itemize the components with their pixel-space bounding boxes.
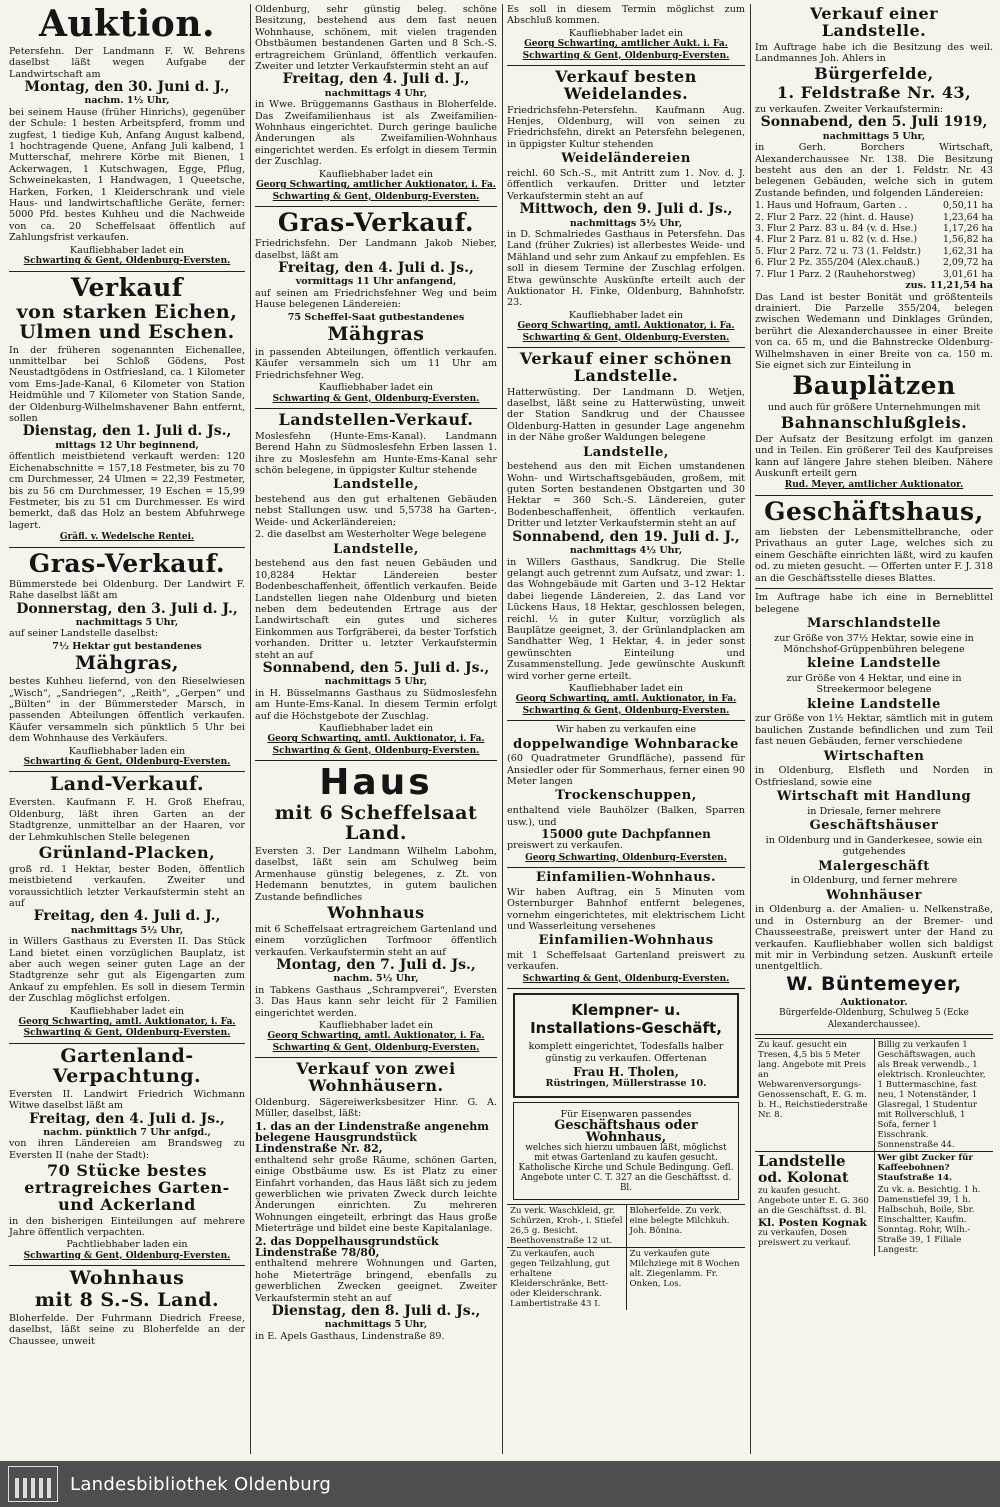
ad-body: preiswert zu verkaufen. (507, 840, 623, 852)
column-1 (6, 4, 248, 1454)
ad-body: groß rd. 1 Hektar, bester Boden, öffentlich meistbietend verkaufen. Zweiter und voraussichtlich letzter Verkaufstermin steht an auf (9, 863, 245, 909)
ad-title: Klempner- u. Installations-Geschäft, (530, 1001, 722, 1038)
small-ads-row (755, 1151, 993, 1256)
ad-title: Gras-Verkauf. (277, 207, 475, 237)
ad-address: Rüstringen, Müllerstrasse 10. (545, 1078, 707, 1090)
ad-haus (255, 764, 497, 1058)
small-ad: Zu verkaufen, auch gegen Teilzahlung, gut erhaltene Kleiderschränke, Bett- oder Kleiderschrank. Lambertistraße 43 I. (507, 1248, 627, 1310)
ad-date: Montag, den 30. Juni d. J., (24, 79, 230, 96)
ad-intro: Oldenburg. Sägereiwerksbesitzer Hinr. G. A. Müller, daselbst, läßt: (255, 1096, 497, 1120)
ad-intro: Für Eisenwaren passendes (560, 1108, 692, 1120)
ad-body: in den bisherigen Einteilungen auf mehrere Jahre öffentlich verpachten. (9, 1215, 245, 1238)
ad-body: mit 1 Scheffelsaat Gartenland preiswert zu verkaufen. (507, 950, 745, 973)
ad-signature: Schwarting & Gent, Oldenburg-Eversten. (522, 973, 730, 984)
parcel-area: 1,56,82 ha (943, 234, 993, 246)
ad-holz-verkauf (9, 272, 245, 548)
ad-time: nachmittags 4½ Uhr, (569, 545, 683, 557)
ad-body: mit 6 Scheffelsaat ertragreichem Gartenland und einem vorzüglichen Torfmoor öffentlich verkaufen. Verkaufstermin steht an auf (255, 923, 497, 958)
ad-date: Freitag, den 4. Juli d. Js., (278, 259, 474, 276)
ad-subtitle: Bauplätzen (792, 371, 956, 401)
ad-subtitle: 15000 gute Dachpfannen (541, 826, 711, 841)
ad-time: nachmittags 5½ Uhr, (70, 924, 184, 936)
ad-geschaeftshaus-box (513, 1102, 739, 1200)
ad-invite: Kaufliebhaber ladet ein (318, 1019, 434, 1031)
table-row (755, 212, 993, 223)
ad-signature: Georg Schwarting, amtlicher Auktionator, i. Fa. Schwarting & Gent, Oldenburg-Eversten. (256, 180, 496, 202)
ad-body: 2. die daselbst am Westerholter Wege belegene (255, 529, 487, 541)
ad-date: Sonnabend, den 5. Juli 1919, (760, 114, 988, 131)
ad-sub: 75 Scheffel-Saat gutbestandenes (287, 311, 465, 323)
ad-time: vormittags 11 Uhr anfangend, (295, 276, 457, 288)
ad-time: nachmittags 5 Uhr, (75, 617, 179, 629)
parcel-area: 1,62,31 ha (943, 245, 993, 257)
ad-date: Sonnabend, den 19. Juli d. J., (512, 528, 740, 545)
ad-invite: Kaufliebhaber ladet ein (69, 1005, 185, 1017)
ad-title: Landstelle (758, 1151, 846, 1170)
ad-body: in Oldenburg a. der Amalien- u. Nelkenstraße, und in Osternburg an der Bremer- und Chausseestraße, preiswert unter der Hand zu verkaufen. Kaufliebhaber wollen sich baldigst mit mir in Verbindung setzen. Auskunft erteile unentgeltlich. (755, 904, 993, 973)
ad-subtitle: kleine Landstelle (807, 656, 941, 672)
ad-date: Dienstag, den 1. Juli d. Js., (22, 423, 232, 440)
ad-date: Sonnabend, den 5. Juli d. Js., (262, 659, 490, 676)
ad-subtitle: Landstelle, (583, 444, 669, 460)
ad-title: Verkauf einer Landstelle. (809, 4, 939, 40)
ad-address: 1. Feldstraße Nr. 43, (776, 83, 972, 103)
ad-body: komplett eingerichtet, Todesfalls halber günstig zu verkaufen. Offertenan (528, 1041, 724, 1064)
ad-invite: Kaufliebhaber ladet ein (568, 27, 684, 39)
ad-intro: Im Auftrage habe ich die Besitzung des weil. Landmannes Joh. Ahlers in (755, 41, 993, 64)
ad-landstellen-verkauf (255, 409, 497, 761)
small-ad: Bloherfelde. Zu verk. eine belegte Milchkuh. Joh. Bönina. (629, 1206, 730, 1237)
ad-subtitle: Landstelle, (333, 477, 419, 493)
ad-signature: Schwarting & Gent, Oldenburg-Eversten. (23, 1250, 231, 1261)
parcel-label: 7. Flur 1 Parz. 2 (Rauhehorstweg) (755, 268, 916, 280)
parcel-label: 6. Flur 2 Pz. 355/204 (Alex.chauß.) (755, 257, 920, 269)
ad-signature: Schwarting & Gent, Oldenburg-Eversten. (272, 393, 480, 404)
ad-body: bestehend aus den gut erhaltenen Gebäuden nebst Stallungen usw. und 5,5738 ha Garten-, Weide- und Ackerländereien; (255, 494, 497, 528)
ad-subtitle: Grünland-Placken, (38, 842, 216, 862)
column-2 (252, 4, 500, 1454)
ad-body: Oldenburg, sehr günstig beleg. schöne Besitzung, bestehend aus dem fast neuen Wohnhause, schönem, mit vielen tragenden Obstbäumen bestandenen Garten und 8 Sch.-S. ertragreichem Grünland, öffentlich verkaufen. Zweiter und letzter Verkaufstermin steht an auf (255, 4, 497, 73)
ad-title: Haus (319, 762, 433, 804)
ad-place: Bürgerfelde, (814, 64, 934, 84)
ad-body: In der früheren sogenannten Eichenallee, unmittelbar bei Schloß Gödens, Post Neustadtgödens in Ostfriesland, ca. 1 Kilometer vom Ems-Jade-Kanal, 6 Kilometer von Station Heidmühle und 7 Kilometer von Station Sande, der Oldenburg-Wilhelmshavener Bahn entfernt, sollen (9, 344, 245, 425)
column-4 (752, 4, 996, 1454)
table-row (755, 234, 993, 245)
ad-signature: Georg Schwarting, amtl. Auktionator, i. Fa. Schwarting & Gent, Oldenburg-Eversten. (18, 1017, 236, 1039)
ad-title: Geschäftshaus oder Wohnhaus, (554, 1118, 698, 1145)
ad-invite: Kaufliebhaber ladet ein (69, 244, 185, 256)
ad-time: nachm. pünktlich 7 Uhr anfgd., (43, 1126, 211, 1138)
ad-body: zu kaufen gesucht. Angebote unter E. G. 360 an die Geschäftsst. d. Bl. (758, 1185, 869, 1216)
ad-body: in passenden Abteilungen, öffentlich verkaufen. Käufer versammeln sich um 11 Uhr am Friedrichsfehner Weg. (255, 346, 497, 381)
parcel-area: 2,09,72 ha (943, 257, 993, 269)
ad-name: W. Büntemeyer, (786, 972, 962, 995)
ad-sub: 7½ Hektar gut bestandenes (52, 640, 202, 652)
small-ad: Zu verkaufen gute Milchziege mit 8 Wochen alt. Ziegenlamm. Fr. Onken, Los. (629, 1249, 740, 1290)
ad-signature: Gräfl. v. Wedelsche Rentei. (59, 532, 195, 543)
ad-title: doppelwandige Wohnbaracke (513, 736, 739, 752)
ad-subtitle: Wohnhaus (327, 902, 425, 922)
ad-body: zur Größe von 37½ Hektar, sowie eine in Mönchshof-Grüppenbühren belegene (774, 632, 974, 655)
small-ad: Billig zu verkaufen 1 Geschäftswagen, auch als Break verwendb., 1 elektrisch. Kronleuchter, 1 Buttermaschine, fast neu, 1 Notenständer, 1 Glasregal, 1 Studentur mit Rollverschluß, 1 Sofa, ferner 1 Eisschrank. Sonnenstraße 44. (877, 1039, 986, 1150)
library-name: Landesbibliothek Oldenburg (70, 1473, 332, 1495)
small-ads-row (755, 1038, 993, 1151)
small-ad: Zu kauf. gesucht ein Tresen, 4,5 bis 5 Meter lang. Angebote mit Preis an Webwarenversorgungs-Genossenschaft, E. G. m. b. H., Reichstiederstraße Nr. 8. (755, 1039, 875, 1151)
parcel-label: 1. Haus und Hofraum, Garten . . (755, 200, 908, 212)
ad-body: in Tabkens Gasthaus „Schrampverei“, Eversten 3. Das Haus kann sehr leicht für 2 Familien eingerichtet werden. (255, 984, 497, 1019)
ad-subtitle: Mähgras (327, 323, 425, 345)
ad-gras-verkauf-2 (255, 207, 497, 409)
ad-body: in Gerh. Borchers Wirtschaft, Alexanderchaussee Nr. 138. Die Besitzung besteht aus den an der 1. Feldstr. Nr. 43 belegenen Gebäuden, welche sich in gutem Zustande befinden, und folgenden Ländereien: (755, 142, 993, 199)
ad-time: nachm. 1½ Uhr, (84, 95, 170, 107)
ad-body: in Oldenburg und in Ganderkesee, sowie ein gutgehendes (765, 834, 983, 858)
ad-subtitle: Geschäftshäuser (809, 818, 939, 834)
newspaper-page (6, 4, 996, 1454)
ad-time: nachmittags 5 Uhr, (324, 676, 428, 688)
ad-body: zur Größe von 1½ Hektar, sämtlich mit in gutem baulichen Zustande befindlichen und zum Teil fast neuen Gebäuden, ferner verschiedene (755, 713, 993, 748)
ad-body: in H. Büsselmanns Gasthaus zu Südmoslesfehn am Hunte-Ems-Kanal. In diesem Termin erfolgt auf die Höchstgebote der Zuschlag. (255, 687, 497, 722)
ad-date: Dienstag, den 8. Juli d. Js., (271, 1303, 481, 1320)
ad-time: nachmittags 5 Uhr, (324, 1319, 428, 1331)
ad-subtitle: Malergeschäft (818, 858, 930, 874)
ad-title: Kl. Posten Kognak (758, 1216, 867, 1229)
ad-body: in Oldenburg, Elsfleth und Norden in Ostfriesland, sowie eine (755, 765, 993, 788)
ad-land-verkauf (9, 775, 245, 1043)
ad-body: Es soll in diesem Termin möglichst zum Abschluß kommen. (507, 4, 745, 27)
land-parcel-table (755, 200, 993, 280)
ad-subtitle: kleine Landstelle (807, 696, 941, 712)
ad-invite: Kaufliebhaber ladet ein (568, 309, 684, 321)
ad-body: Der Aufsatz der Besitzung erfolgt im ganzen und in Teilen. Ein größerer Teil des Kaufpreises kann auf längere Jahre stehen bleiben. Nähere Auskunft erteilt gern (755, 433, 993, 480)
ad-date: Montag, den 7. Juli d. Js., (276, 956, 476, 973)
ad-title: Verkauf einer schönen Landstelle. (519, 348, 733, 385)
ad-body: in Wwe. Brüggemanns Gasthaus in Bloherfelde. Das Zweifamilienhaus ist als Zweifamilien-Wohnhaus eingerichtet. Durch geringe bauliche Änderungen als Zweifamilien-Wohnhaus eingerichtet werden. Es erfolgt in diesem Termin der Zuschlag. (255, 99, 497, 168)
ad-body: zu verkaufen. Zweiter Verkaufstermin: (755, 104, 944, 115)
ad-body: in Oldenburg, und ferner mehrere (790, 875, 958, 887)
ad-subtitle: Einfamilien-Wohnhaus (538, 933, 714, 949)
ad-time: nachmittags 4 Uhr, (324, 87, 428, 99)
ad-body: zur Größe von 4 Hektar, und eine in Streekermoor belegene (786, 673, 962, 696)
ad-body: öffentlich meistbietend verkauft werden: 120 Eichenabschnitte = 157,18 Festmeter, bis zu 70 cm Durchmesser, 24 Ulmen = 22,39 Festmeter, bis zu 56 cm Durchmesser, 19 Eschen = 15,99 Festmeter, bis zu 51 cm Durchmesser. Es wird bemerkt, daß das Holz an bestem Abfuhrwege lagert. (9, 451, 245, 531)
ad-subtitle: Weideländereien (561, 151, 691, 167)
ad-signature: Rud. Meyer, amtlicher Auktionator. (784, 480, 964, 491)
small-ads-row (507, 1247, 745, 1310)
column-rule (502, 4, 503, 1454)
ad-subtitle: Mähgras, (74, 652, 180, 675)
parcel-area: 0,50,11 ha (943, 200, 993, 212)
ad-invite: Kaufliebhaber ladet ein (318, 722, 434, 734)
ad-body: in D. Schmalriedes Gasthaus in Petersfehn. Das Land (früher Zukries) ist allerbestes Weide- und Mähland und sehr zum Ankauf zu empfehlen. Es soll in diesem Termine der Zuschlag erfolgen. Etwa gewünschte Auskünfte erteilt auch der Auktionator H. Finke, Oldenburg, Bahnhofstr. 23. (507, 228, 745, 309)
ad-intro: Moslesfehn (Hunte-Ems-Kanal). Landmann Berend Hahn zu Südmoslesfehn Erben lassen 1. ihre zu Moslesfehn am Hunte-Ems-Kanal sehr schön belegene, in üppigster Kultur stehende (255, 430, 497, 476)
ad-subtitle: Landstelle, (333, 541, 419, 557)
ad-body: welches sich hierzu umbauen läßt, möglichst mit etwas Gartenland zu kaufen gesucht. Katholische Kirche und Schule Bedingung. Gefl. Angebote unter C. T. 327 an die Geschäftsst. d. Bl. (518, 1143, 734, 1194)
ad-buentemeyer (755, 592, 993, 1035)
ad-time: nachmittags 5½ Uhr, (569, 217, 683, 229)
ad-signature: Georg Schwarting, amtl. Auktionator, i. Fa. Schwarting & Gent, Oldenburg-Eversten. (517, 321, 735, 343)
ad-title: Gartenland-Verpachtung. (52, 1044, 202, 1087)
table-row (755, 246, 993, 257)
ad-title: Land-Verkauf. (49, 773, 205, 796)
parcel-area: 1,23,64 ha (943, 211, 993, 223)
ad-address: Bürgerfelde-Oldenburg, Schulweg 5 (Ecke Alexanderchaussee). (779, 1008, 969, 1030)
parcel-label: 2. Flur 2 Parz. 22 (hint. d. Hause) (755, 211, 914, 223)
ad-body: in E. Apels Gasthaus, Lindenstraße 89. (255, 1330, 445, 1342)
parcel-area: 1,17,26 ha (943, 223, 993, 235)
ad-body: auf seiner Landstelle daselbst: (9, 628, 159, 640)
ad-body: in Driesale, ferner mehrere (807, 805, 941, 817)
ad-time: mittags 12 Uhr beginnend, (55, 439, 199, 451)
table-row (755, 223, 993, 234)
ad-subtitle: mit 8 S.-S. Land. (34, 1289, 220, 1312)
ad-zwei-wohnhaeuser (255, 1061, 497, 1346)
ad-title: Einfamilien-Wohnhaus. (535, 870, 717, 886)
parcel-label: 4. Flur 2 Parz. 81 u. 82 (v. d. Hse.) (755, 234, 918, 246)
ad-date: Freitag, den 4. Juli d. J., (282, 71, 470, 88)
ad-time: nachmittags 5 Uhr, (822, 130, 926, 142)
ad-body: und auch für größere Unternehmungen mit (767, 401, 981, 413)
ad-subtitle: 70 Stücke bestes ertragreiches Garten- und Ackerland (24, 1161, 230, 1214)
ad-intro: Hatterwüsting. Der Landmann D. Wetjen, daselbst, läßt seine zu Hatterwüsting, unweit der Station Sandkrug und der Chaussee Oldenburg-Hatten in gesunder Lage angenehm in der Nähe großer Waldungen belegene (507, 386, 745, 444)
ad-item: 2. das Doppelhausgrundstück Lindenstraße 78/80, (255, 1234, 439, 1260)
ad-intro: Bümmerstede bei Oldenburg. Der Landwirt F. Rahe daselbst läßt am (9, 578, 245, 602)
column-rule (750, 4, 751, 1454)
ad-einfamilienhaus (507, 871, 745, 989)
ad-body: von ihren Ländereien am Brandsweg zu Eversten II (nahe der Stadt): (9, 1138, 245, 1161)
ad-name: Frau H. Tholen, (573, 1065, 679, 1080)
ad-invite: Kaufliebhaber ladet ein (318, 168, 434, 180)
ad-subtitle: Bahnanschlußgleis. (780, 413, 968, 432)
library-footer-bar (0, 1461, 1000, 1507)
parcel-label: 5. Flur 2 Parz. 72 u. 73 (1. Feldstr.) (755, 245, 921, 257)
ad-intro: Petersfehn. Der Landmann F. W. Behrens daselbst läßt wegen Aufgabe der Landwirtschaft am (9, 45, 245, 80)
ad-title: Gras-Verkauf. (28, 548, 226, 578)
ad-subtitle: Marschlandstelle (807, 615, 941, 631)
ad-body: zu verkaufen, Dosen preiswert zu verkauf. (758, 1227, 851, 1248)
ad-klempner-box (513, 993, 739, 1098)
ad-weideland (507, 69, 745, 348)
ad-invite: Pachtliebhaber laden ein (66, 1239, 188, 1251)
ad-signature: Georg Schwarting, amtlicher Aukt. i. Fa. Schwarting & Gent, Oldenburg-Eversten. (522, 39, 730, 61)
ad-auktion (9, 6, 245, 272)
ad-title: Verkauf (70, 272, 184, 302)
ad-title: Landstellen-Verkauf. (278, 409, 474, 429)
ad-signature: Georg Schwarting, amtl. Auktionator, in Fa. Schwarting & Gent, Oldenburg-Eversten. (515, 694, 737, 716)
ad-intro: Friedrichsfehn-Petersfehn. Kaufmann Aug. Henjes, Oldenburg, will von seinen zu Friedrichsfehn, direkt an Petersfehn belegenen, in üppigster Kultur stehenden (507, 104, 745, 150)
ad-intro: Eversten II. Landwirt Friedrich Wichmann Witwe daselbst läßt am (9, 1088, 245, 1112)
parcel-label: 3. Flur 2 Parz. 83 u. 84 (v. d. Hse.) (755, 223, 918, 235)
ad-invite: Kaufliebhaber laden ein (68, 745, 186, 757)
ad-title: Geschäftshaus, (764, 496, 984, 526)
ad-continued (507, 4, 745, 66)
small-ads-row (507, 1204, 745, 1247)
ad-body: Bloherfelde. Der Fuhrmann Diedrich Freese, daselbst, läßt seine zu Bloherfelde an der Chaussee, unweit (9, 1313, 245, 1347)
ad-title: Auktion. (38, 4, 216, 45)
ad-body: bestes Kuhheu liefernd, von den Rieselwiesen „Wisch“, „Sandriegen“, „Reith“, „Gerpen“ und „Bülten“ in der Bümmersteder Marsch, in passenden Abteilungen öffentlich verkaufen. Käufer versammeln sich pünktlich 5 Uhr bei dem Wohnhause des Verkäufers. (9, 676, 245, 745)
ad-title: Verkauf von zwei Wohnhäusern. (296, 1059, 456, 1095)
ad-time: nachm. 5½ Uhr, (333, 973, 419, 985)
ad-date: Donnerstag, den 3. Juli d. J., (16, 600, 238, 617)
column-rule (250, 4, 251, 1454)
ad-signature: Georg Schwarting, amtl. Auktionator, i. Fa. Schwarting & Gent, Oldenburg-Eversten. (267, 734, 485, 756)
ad-wohnhaus (9, 1269, 245, 1351)
ad-invite: Kaufliebhaber ladet ein (568, 682, 684, 694)
ad-intro: Friedrichsfehn. Der Landmann Jakob Nieber, daselbst, läßt am (255, 238, 497, 261)
ad-body: enthaltend sehr große Räume, schönen Garten, einige Obstbäume usw. Es ist Platz zu einer Einfahrt vorhanden, das Haus läßt sich zu jedem gewerblichen wie privaten Zweck durch leichte Änderungen einrichten. Zu mehreren Wohnungen eingeteilt, erbringt das Haus große Mieterträge und bildet eine beste Kapitalanlage. (255, 1154, 497, 1235)
table-row (755, 257, 993, 268)
ad-date: Mittwoch, den 9. Juli d. Js., (519, 201, 733, 218)
ad-subtitle: Trockenschuppen, (555, 788, 697, 804)
ad-subtitle: Wirtschaft mit Handlung (776, 789, 972, 805)
ad-subtitle: od. Kolonat (758, 1169, 849, 1186)
ad-body: (60 Quadratmeter Grundfläche), passend für Ansiedler oder für Sommerhaus, ferner einen 90 Meter langen (507, 753, 745, 788)
ad-body: enthaltend viele Bauhölzer (Balken, Sparren usw.), und (507, 805, 745, 828)
ad-intro: Eversten 3. Der Landmann Wilhelm Labohm, daselbst, läßt sein am Schulweg beim Armenhause günstig belegenes, z. Zt. von Hedemann benutztes, in gutem baulichen Zustande befindliches (255, 845, 497, 903)
ad-body: bestehend aus den fast neuen Gebäuden und 10,8284 Hektar Ländereien bester Bodenbeschaffenheit, öffentlich verkaufen. Beide Landstellen liegen nahe Oldenburg und bieten neben dem bedeutenden Ertrage aus der Landwirtschaft ein gutes und sicheres Einkommen aus Torfgräberei, da bester Torfstich vorhanden. Dritter u. letzter Verkaufstermin steht an auf (255, 558, 497, 661)
library-logo-icon (8, 1466, 58, 1502)
small-ads-stack (875, 1152, 994, 1256)
ad-gartenland (9, 1044, 245, 1266)
small-ad: Wer gibt Zucker für Kaffeebohnen? Staufstraße 14. (877, 1152, 973, 1183)
ad-intro: Wir haben zu verkaufen eine (555, 724, 697, 736)
ad-body: bei seinem Hause (früher Hinrichs), gegenüber der Schule: 1 besten Arbeitspferd, fromm und zugfest, 1 tiedige Kuh, Anfang August kalbend, 1 hochtragende Quene, Anfang Juli kalbend, 1 Mutterschaf, mehrere Körbe mit Bienen, 1 Ackerwagen, 1 Kutschwagen, Egge, Pflug, Schweinekasten, 1 Handwagen, 1 Queetsche, Harken, Forken, 1 Kleiderschrank und viele Haus- und landwirtschaftliche Geräte, ferner: 5000 Pfd. bestes Kuhheu und die Nachweide von ca. 20 Scheffelsaat öffentlich auf Zahlungsfrist verkaufen. (9, 106, 245, 244)
ad-continued (255, 4, 497, 207)
ad-body: bestehend aus den mit Eichen umstandenen Wohn- und Wirtschaftsgebäuden, großem, mit guten Sorten bestandenen Obstgarten und 30 Hektar = 360 Sch.-S. Ländereien, guter Bodenbeschaffenheit, öffentlich verkaufen. Dritter und letzter Verkaufstermin steht an auf (507, 461, 745, 530)
ad-body: in Willers Gasthaus zu Eversten II. Das Stück Land bietet einen vorzüglichen Bauplatz, ist aber auch wegen seiner guten Lage an der Stadtgrenze sehr gut als Eigengarten zum Ankauf zu empfehlen. Es soll in diesem Termin der Zuschlag möglichst erfolgen. (9, 936, 245, 1005)
ad-intro: Eversten. Kaufmann F. H. Groß Ehefrau, Oldenburg, läßt ihren Garten an der Stadtgrenze, unmittelbar an der Haaren, vor der Lehmkuhlschen Stelle belegenen (9, 797, 245, 843)
table-row (755, 200, 993, 211)
ad-baracke (507, 724, 745, 868)
ad-date: Freitag, den 4. Juli d. J., (33, 908, 221, 925)
ad-body: Wir haben Auftrag, ein 5 Minuten vom Osternburger Bahnhof entfernt belegenes, vornehm eingerichtetes, mit elektrischem Licht und Wasserleitung versehenes (507, 886, 745, 932)
ad-title: Verkauf besten Weidelandes. (555, 67, 697, 103)
ad-signature: Georg Schwarting, Oldenburg-Eversten. (525, 852, 727, 863)
ad-subtitle: Wirtschaften (823, 748, 925, 764)
ad-intro: Im Auftrage habe ich eine in Berneblittel belegene (755, 592, 993, 615)
ad-subtitle: Wohnhäuser (826, 887, 922, 903)
parcel-area: 3,01,61 ha (943, 268, 993, 280)
ad-schoene-landstelle (507, 348, 745, 721)
ad-role: Auktionator. (840, 996, 908, 1008)
column-3 (504, 4, 748, 1454)
ad-body: enthaltend mehrere Wohnungen und Garten, hohe Mieterträge bringend, ebenfalls zu gewerblichen Zwecken geeignet. Zweiter Verkaufstermin steht an auf (255, 1258, 497, 1304)
ad-item: 1. das an der Lindenstraße angenehm belegene Hausgrundstück Lindenstraße Nr. 82, (255, 1119, 489, 1156)
ad-invite: Kaufliebhaber ladet ein (318, 382, 434, 394)
ad-body: Das Land ist bester Bonität und größtenteils drainiert. Die Parzelle 355/204, belegen zwischen Wedemann und Dinklages Gründen, berührt die Alexanderchaussee in einer Breite von ca. 65 m, und die Bahnstrecke Oldenburg-Wilhelmshaven in einer Breite von ca. 150 m. Sie eignet sich zur Einteilung in (755, 291, 993, 371)
ad-gras-verkauf (9, 548, 245, 773)
ad-body: in Willers Gasthaus, Sandkrug. Die Stelle gelangt auch getrennt zum Aufsatz, und zwar: 1. das Wohngebäude mit Garten und 3–12 Hektar dabei liegende Ländereien, 2. das Land vor Lückens Haus, 18 Hektar, geschlossen belegen, reichl. ½ in guter Kultur, vorzüglich als Bauplätze geeignet, 3. der Grünlandplacken am Sandhatter Weg, 1 Hektar, 4. in jeder sonst gewünschten Einteilung und Zusammenstellung. Jede gewünschte Auskunft wird vorher gerne erteilt. (507, 556, 745, 682)
parcel-total: zus. 11,21,54 ha (905, 280, 993, 292)
table-row (755, 269, 993, 280)
small-ad-landstelle (755, 1152, 875, 1256)
ad-subtitle: von starken Eichen, Ulmen und Eschen. (16, 300, 238, 343)
ad-subtitle: mit 6 Scheffelsaat Land. (274, 802, 478, 844)
ad-landstelle-buergerfelde (755, 6, 993, 496)
ad-body: am liebsten der Lebensmittelbranche, oder Privathaus an guter Lage, welches sich zu einem Geschäfte einrichten läßt, wird zu kaufen od. zu mieten gesucht. — Offerten unter F. J. 318 an die Geschäftsstelle dieses Blattes. (755, 527, 993, 584)
ad-signature: Georg Schwarting, amtl. Auktionator, i. Fa. Schwarting & Gent, Oldenburg-Eversten. (267, 1031, 485, 1053)
ad-body: reichl. 60 Sch.-S., mit Antritt zum 1. Nov. d. J. öffentlich verkaufen. Dritter und letzter Verkaufstermin steht an auf (507, 167, 745, 202)
ad-title: Wohnhaus (69, 1267, 185, 1290)
ad-date: Freitag, den 4. Juli d. Js., (29, 1110, 225, 1127)
ad-signature: Schwarting & Gent, Oldenburg-Eversten. (23, 757, 231, 768)
ad-geschaeftshaus (755, 496, 993, 589)
small-ad: Zu verk. Waschkleid, gr. Schürzen, Kroh-, i. Stiefel 26,5 g. Besicht. Beethovenstraße 12 ut. (507, 1205, 627, 1247)
ad-signature: Schwarting & Gent, Oldenburg-Eversten. (23, 256, 231, 267)
ad-body: auf seinen am Friedrichsfehner Weg und beim Hause belegenen Ländereien: (255, 287, 497, 311)
small-ad: Zu vk. a. Besichtig. 1 h. Damenstiefel 39, 1 h. Halbschuh, Boile, Sbr. Einschaltter, Kaufm. Sonntag. Rohr, Wilh.-Straße 39, 1 Filiale Langestr. (877, 1184, 981, 1255)
